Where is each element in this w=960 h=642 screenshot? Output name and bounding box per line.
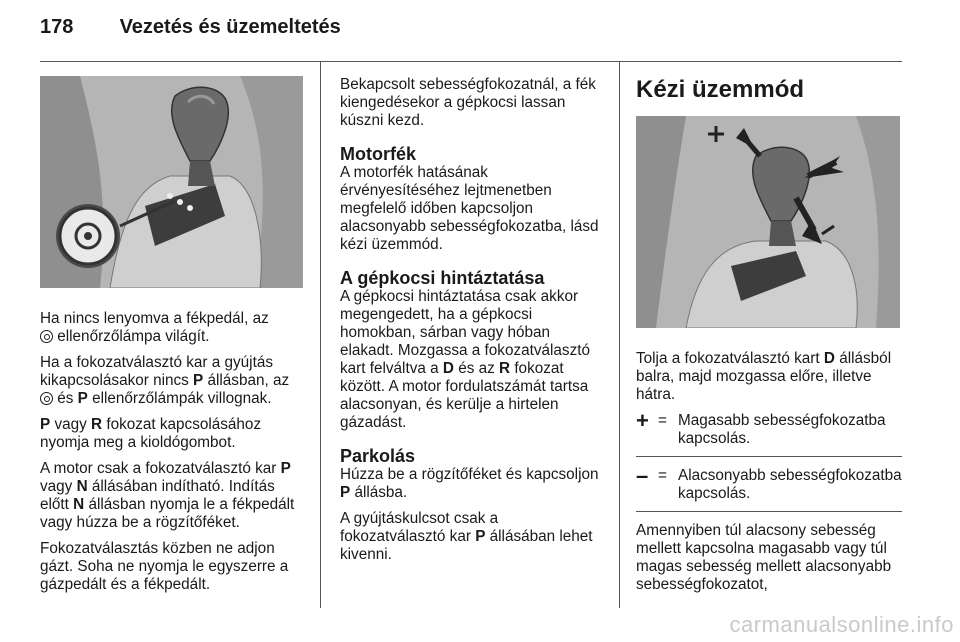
text-fragment: Ha a fokozatválasztó kar a gyújtás kikapcsolásakor nincs [40,354,273,389]
paragraph-wrong-gear: Amennyiben túl alacsony sebesség mellett kapcsolna magasabb vagy túl magas sebesség mellett alacsonyabb sebességfokozatot, [636,522,892,593]
column-divider-2 [619,62,620,608]
text-fragment: és az [458,360,495,377]
paragraph-hintaztatas [340,288,605,432]
text-fragment: A motor csak a fokozatválasztó kar [40,460,277,477]
key-letter: P [280,460,291,477]
legend-text-downshift: Alacsonyabb sebességfokozatba kapcsolás. [678,467,902,502]
key-letter: N [76,478,88,495]
legend-row-downshift [636,463,902,503]
key-letter: P [475,528,486,545]
gear-selector-illustration [40,76,303,288]
paragraph-creep: Bekapcsolt sebességfokozatnál, a fék kiengedésekor a gépkocsi lassan kúszni kezd. [340,76,596,129]
text-fragment: ellenőrzőlámpa világít. [57,328,210,345]
paragraph-parkolas-1 [340,466,605,502]
paragraph-brake-lamp [40,310,305,346]
manual-mode-figure [636,116,900,328]
paragraph-engine-start [40,460,305,532]
heading-motorfek: Motorfék [340,144,416,164]
text-fragment: Ha nincs lenyomva a fékpedál, az [40,310,269,327]
text-fragment: fokozat kapcsolásához nyomja meg a kioldógombot. [40,416,262,451]
text-fragment: és [57,390,74,407]
column-3 [636,76,902,602]
legend-divider [636,511,902,512]
text-fragment: ellenőrzőlámpák villognak. [92,390,272,407]
key-letter: R [499,360,511,377]
text-fragment: A gépkocsi hintáztatása csak akkor megengedett, ha a gépkocsi homokban, sárban vagy hóban elakadt. Mozgassa a fokozatválasztó kart felváltva a [340,288,590,377]
plus-icon: + [636,408,649,433]
text-fragment: A gyújtáskulcsot csak a fokozatválasztó kar [340,510,499,545]
key-letter: N [73,496,85,513]
text-fragment: vagy [40,478,73,495]
key-letter: D [823,350,835,367]
key-letter: D [442,360,454,377]
paragraph-ignition-off [40,354,305,408]
legend-row-upshift [636,408,902,448]
text-fragment: állásában lehet kivenni. [340,528,593,563]
column-2 [340,76,605,572]
manual-mode-illustration [636,116,900,328]
text-fragment: állásában indítható. Indítás előtt [40,478,275,513]
paragraph-manual-mode [636,350,902,404]
minus-icon: – [636,463,649,488]
text-fragment: fokozat között. A motor fordulatszámát tartsa alacsonyan, és kerülje a hirtelen gázadást. [340,360,589,431]
page-header [40,16,341,39]
legend-equals: = [658,467,667,484]
key-letter: R [91,416,103,433]
watermark: carmanualsonline.info [729,612,954,637]
column-1 [40,76,305,602]
column-divider-1 [320,62,321,608]
key-letter: P [193,372,204,389]
heading-parkolas: Parkolás [340,446,416,466]
text-fragment: állásba. [354,484,408,501]
key-letter: P [40,416,51,433]
text-fragment: állásban, az [207,372,290,389]
paragraph-parkolas-2 [340,510,605,564]
text-fragment: vagy [54,416,87,433]
key-letter: P [77,390,88,407]
heading-kezi-uzemmod: Kézi üzemmód [636,76,805,103]
text-fragment: Tolja a fokozatválasztó kart [636,350,820,367]
heading-hintaztatas: A gépkocsi hintáztatása [340,268,545,288]
key-letter: P [340,484,351,501]
page-title: Vezetés és üzemeltetés [119,16,341,38]
brake-warning-lamp-icon [40,392,53,405]
text-fragment: Húzza be a rögzítőféket és kapcsoljon [340,466,599,483]
header-rule [40,61,902,62]
legend-equals: = [658,412,667,429]
paragraph-release-button [40,416,305,452]
legend-text-upshift: Magasabb sebességfokozatba kapcsolás. [678,412,886,447]
legend-divider [636,456,902,457]
text-fragment: állásban nyomja le a fékpedált vagy húzza be a rögzítőféket. [40,496,295,531]
paragraph-motorfek: A motorfék hatásának érvényesítéséhez lejtmenetben megfelelő időben kapcsoljon alacsonyabb sebességfokozatba, lásd kézi üzemmód. [340,164,599,253]
paragraph-gear-selection: Fokozatválasztás közben ne adjon gázt. Soha ne nyomja le egyszerre a gázpedált és a fékpedált. [40,540,289,593]
brake-warning-lamp-icon [40,330,53,343]
page-number: 178 [40,16,74,38]
gear-selector-figure [40,76,303,288]
text-fragment: állásból balra, majd mozgassa előre, illetve hátra. [636,350,892,403]
